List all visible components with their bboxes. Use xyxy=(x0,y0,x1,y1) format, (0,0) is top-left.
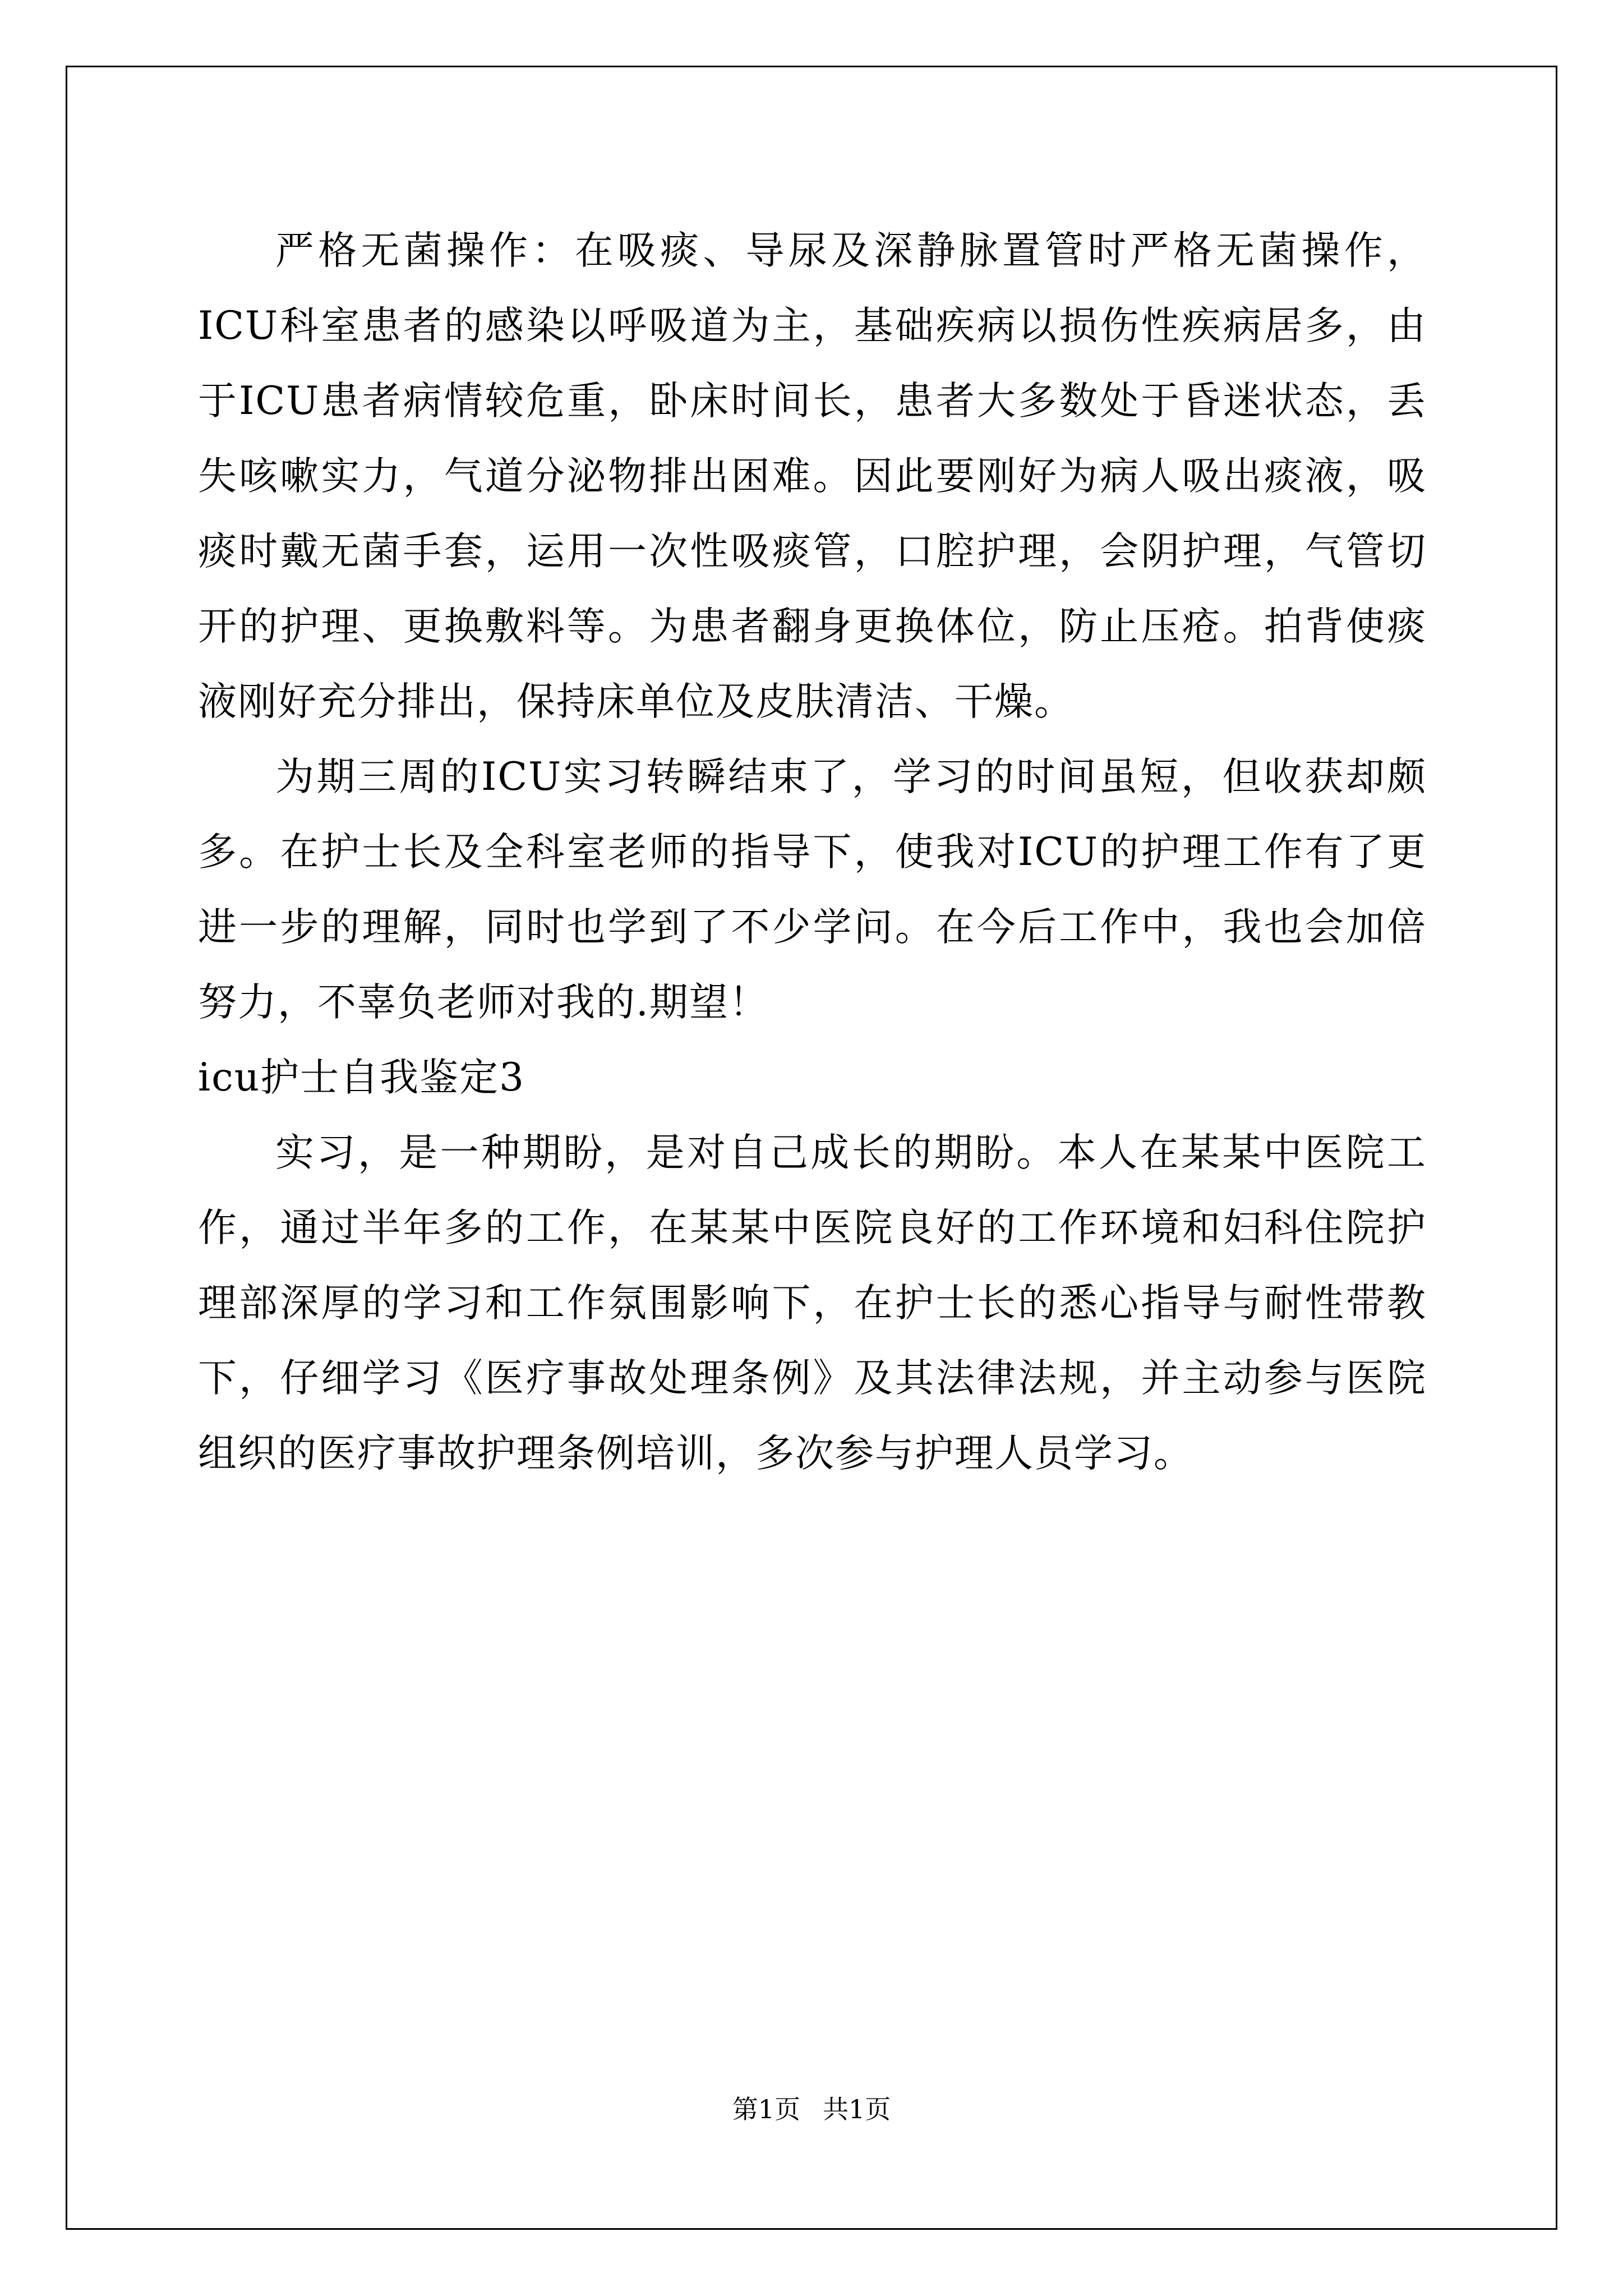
document-body xyxy=(198,213,1427,1491)
section-heading: icu护士自我鉴定3 xyxy=(198,1055,525,1100)
paragraph-aseptic-operation: 严格无菌操作：在吸痰、导尿及深静脉置管时严格无菌操作，ICU科室患者的感染以呼吸道为主，基础疾病以损伤性疾病居多，由于ICU患者病情较危重，卧床时间长，患者大多数处于昏迷状态，丢失咳嗽实力，气道分泌物排出困难。因此要刚好为病人吸出痰液，吸痰时戴无菌手套，运用一次性吸痰管，口腔护理，会阴护理，气管切开的护理、更换敷料等。为患者翻身更换体位，防止压疮。拍背使痰液刚好充分排出，保持床单位及皮肤清洁、干燥。 xyxy=(198,228,1427,724)
page-footer xyxy=(0,2092,1623,2126)
paragraph-icu-internship-summary: 为期三周的ICU实习转瞬结束了，学习的时间虽短，但收获却颇多。在护士长及全科室老师的指导下，使我对ICU的护理工作有了更进一步的理解，同时也学到了不少学问。在今后工作中，我也会加倍努力，不辜负老师对我的.期望！ xyxy=(198,754,1427,1025)
page-number: 第1页 xyxy=(732,2094,800,2124)
page-total: 共1页 xyxy=(823,2094,891,2124)
paragraph-internship-expectation: 实习，是一种期盼，是对自己成长的期盼。本人在某某中医院工作，通过半年多的工作，在某某中医院良好的工作环境和妇科住院护理部深厚的学习和工作氛围影响下，在护士长的悉心指导与耐性带教下，仔细学习《医疗事故处理条例》及其法律法规，并主动参与医院组织的医疗事故护理条例培训，多次参与护理人员学习。 xyxy=(198,1130,1427,1476)
